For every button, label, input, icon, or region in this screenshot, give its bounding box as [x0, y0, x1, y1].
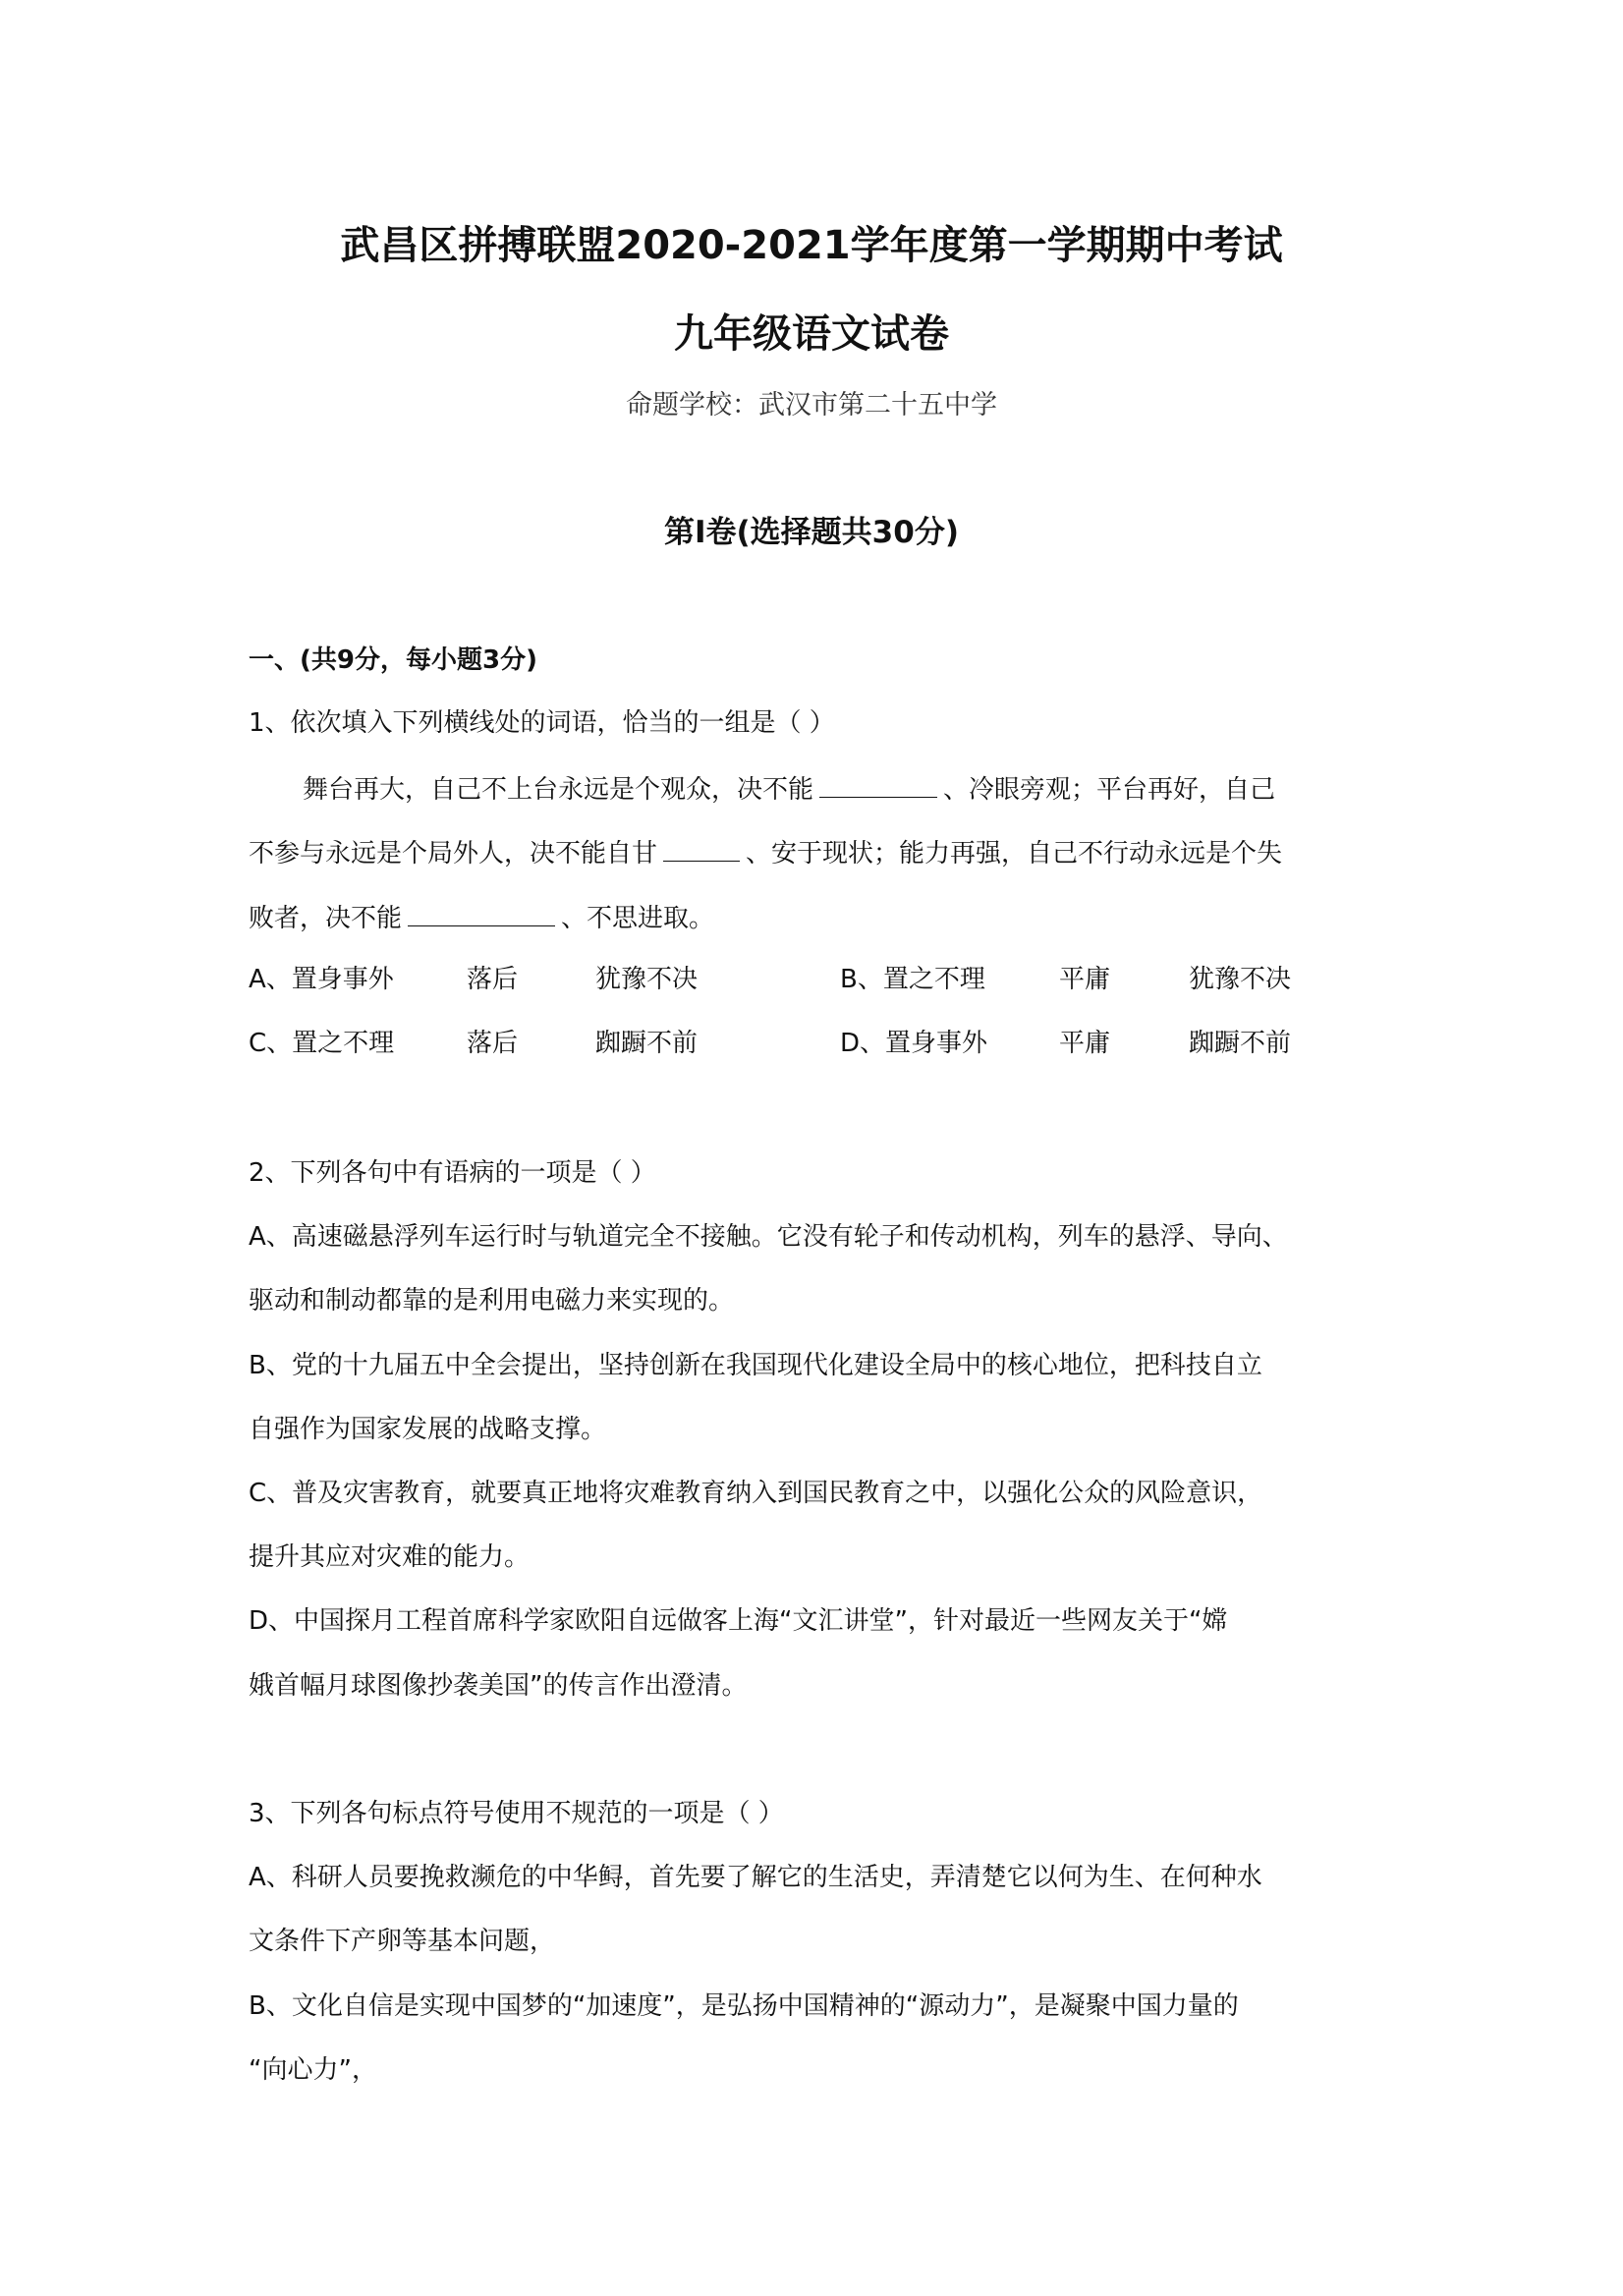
q2-line: D、中国探月工程首席科学家欧阳自远做客上海“文汇讲堂”，针对最近一些网友关于“嫦 — [249, 1606, 1228, 1636]
q2-line: 自强作为国家发展的战略支撑。 — [249, 1415, 607, 1444]
q2-line: C、普及灾害教育，就要真正地将灾难教育纳入到国民教育之中，以强化公众的风险意识， — [249, 1479, 1263, 1508]
q3-line: B、文化自信是实现中国梦的“加速度”，是弘扬中国精神的“源动力”，是凝聚中国力量的 — [249, 1991, 1239, 2021]
q1-passage-text: 、安于现状；能力再强，自己不行动永远是个失 — [746, 839, 1283, 868]
blank-3 — [408, 896, 555, 926]
q1-passage-line-2 — [249, 831, 1282, 873]
q1-passage-text: 败者，决不能 — [249, 904, 403, 933]
school-line: 命题学校：武汉市第二十五中学 — [626, 390, 997, 420]
exam-subtitle: 九年级语文试卷 — [674, 311, 949, 357]
question-2-stem: 2、下列各句中有语病的一项是（ ） — [249, 1158, 656, 1188]
option-label: A、置身事外 — [249, 965, 394, 994]
blank-2 — [663, 831, 740, 862]
option-word: 平庸 — [1059, 965, 1111, 994]
option-label: D、置身事外 — [840, 1029, 988, 1058]
option-word: 落后 — [467, 1029, 519, 1058]
option-word: 平庸 — [1059, 1029, 1111, 1058]
q2-line: A、高速磁悬浮列车运行时与轨道完全不接触。它没有轮子和传动机构，列车的悬浮、导向、 — [249, 1222, 1288, 1252]
q1-passage-text: 舞台再大，自己不上台永远是个观众，决不能 — [303, 775, 814, 805]
option-word: 踟蹰不前 — [595, 1029, 699, 1058]
q1-passage-text: 不参与永远是个局外人，决不能自甘 — [249, 839, 658, 868]
q2-line: B、党的十九届五中全会提出，坚持创新在我国现代化建设全局中的核心地位，把科技自立 — [249, 1351, 1262, 1380]
question-3-stem: 3、下列各句标点符号使用不规范的一项是（ ） — [249, 1799, 784, 1828]
option-label: B、置之不理 — [840, 965, 985, 994]
q1-passage-line-3 — [249, 896, 714, 938]
q3-line: A、科研人员要挽救濒危的中华鲟，首先要了解它的生活史，弄清楚它以何为生、在何种水 — [249, 1863, 1262, 1892]
q1-passage-line-1 — [303, 767, 1275, 810]
exam-title: 武昌区拼搏联盟2020-2021学年度第一学期期中考试 — [340, 223, 1283, 268]
question-1-stem: 1、依次填入下列横线处的词语，恰当的一组是（ ） — [249, 708, 835, 738]
q2-line: 驱动和制动都靠的是利用电磁力来实现的。 — [249, 1286, 735, 1316]
option-label: C、置之不理 — [249, 1029, 395, 1058]
blank-1 — [819, 767, 937, 798]
q1-passage-text: 、不思进取。 — [561, 904, 715, 933]
q1-passage-text: 、冷眼旁观；平台再好，自己 — [943, 775, 1276, 805]
section-heading: 一、(共9分，每小题3分) — [249, 645, 537, 675]
option-word: 踟蹰不前 — [1189, 1029, 1292, 1058]
q2-line: 提升其应对灾难的能力。 — [249, 1542, 531, 1572]
option-word: 落后 — [467, 965, 519, 994]
q3-line: 文条件下产卵等基本问题， — [249, 1927, 556, 1956]
option-word: 犹豫不决 — [595, 965, 699, 994]
q2-line: 娥首幅月球图像抄袭美国”的传言作出澄清。 — [249, 1671, 748, 1701]
volume-heading: 第Ⅰ卷(选择题共30分) — [663, 515, 959, 550]
q3-line: “向心力”， — [249, 2055, 377, 2085]
option-word: 犹豫不决 — [1189, 965, 1292, 994]
